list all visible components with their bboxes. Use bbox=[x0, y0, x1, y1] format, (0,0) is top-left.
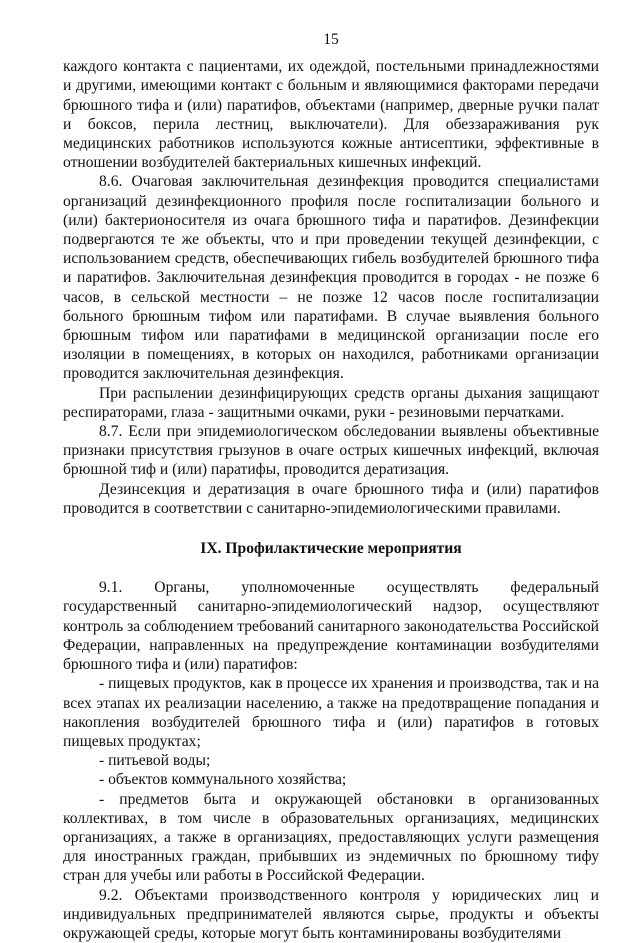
list-item-drinking-water: - питьевой воды; bbox=[99, 752, 211, 770]
paragraph-9-2: 9.2. Объектами производственного контроля у юридических лиц и индивидуальных предпринимателей являются сырье, продукты и объекты окружающей среды, которые могут быть контаминированы возбудителями bbox=[63, 886, 599, 942]
list-item-communal-facilities: - объектов коммунального хозяйства; bbox=[99, 771, 347, 789]
paragraph-continuation: каждого контакта с пациентами, их одеждой, постельными принадлежностями и другими, имеющими контакт с больным и являющимися факторами передачи брюшного тифа и (или) паратифов, объектами (например, дверные ручки палат и боксов, перила лестниц, выключатели). Для обеззараживания рук медицинских работников используются кожные антисептики, эффективные в отношении возбудителей бактериальных кишечных инфекций. bbox=[63, 58, 599, 172]
paragraph-9-1: 9.1. Органы, уполномоченные осуществлять федеральный государственный санитарно-эпидемиологический надзор, осуществляют контроль за соблюдением требований санитарного законодательства Российской Федерации, направленных на предупреждение контаминации возбудителями брюшного тифа и (или) паратифов: bbox=[63, 579, 599, 674]
list-item-food-products: - пищевых продуктов, как в процессе их хранения и производства, так и на всех этапах их реализации населению, а также на предотвращение попадания и накопления возбудителей брюшного тифа и (или) паратифов в готовых пищевых продуктах; bbox=[63, 675, 599, 750]
paragraph-8-6-respirators: При распылении дезинфицирующих средств органы дыхания защищают респираторами, глаза - защитными очками, руки - резиновыми перчатками. bbox=[63, 384, 599, 421]
list-item-household-items: - предметов быта и окружающей обстановки в организованных коллективах, в том числе в образовательных организациях, медицинских организациях, а также в организациях, предоставляющих услуги размещения для иностранных граждан, прибывших из эндемичных по брюшному тифу стран для учебы или работы в Российской Федерации. bbox=[63, 790, 599, 885]
page-number: 15 bbox=[323, 31, 339, 48]
document-page bbox=[63, 30, 599, 943]
paragraph-8-7: 8.7. Если при эпидемиологическом обследовании выявлены объективные признаки присутствия грызунов в очаге острых кишечных инфекций, включая брюшной тиф и (или) паратифы, проводится дератизация. bbox=[63, 423, 599, 479]
section-heading: IX. Профилактические мероприятия bbox=[200, 540, 462, 558]
paragraph-8-7-disinsection: Дезинсекция и дератизация в очаге брюшного тифа и (или) паратифов проводится в соответствии с санитарно-эпидемиологическими правилами. bbox=[63, 480, 599, 517]
paragraph-8-6: 8.6. Очаговая заключительная дезинфекция проводится специалистами организаций дезинфекционного профиля после госпитализации больного и (или) бактерионосителя из очага брюшного тифа и паратифов. Дезинфекции подвергаются те же объекты, что и при проведении текущей дезинфекции, с использованием средств, обеспечивающих гибель возбудителей брюшного тифа и паратифов. Заключительная дезинфекция проводится в городах - не позже 6 часов, в сельской местности – не позже 12 часов после госпитализации больного брюшным тифом или паратифами. В случае выявления больного брюшным тифом или паратифами в медицинской организации после его изоляции в помещениях, в которых он находился, работниками организации проводится заключительная дезинфекция. bbox=[63, 173, 599, 383]
